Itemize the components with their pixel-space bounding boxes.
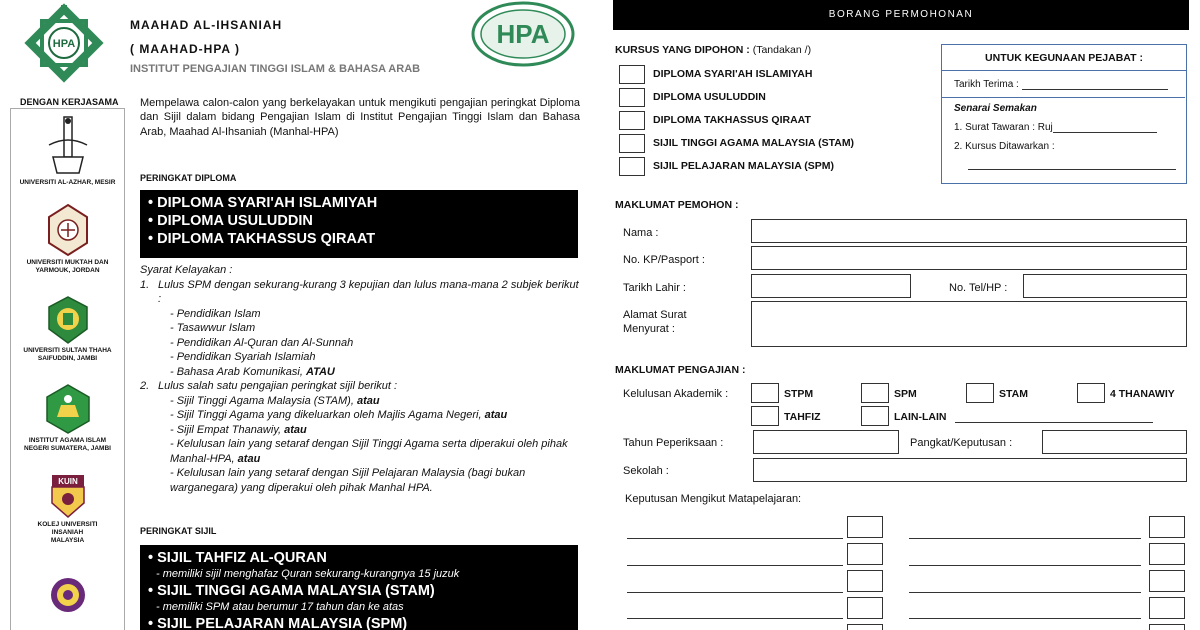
qual-checkbox-stpm[interactable] [751,383,779,403]
partner-name: UNIVERSITI AL-AZHAR, MESIR [19,179,116,186]
course-checkbox[interactable] [619,111,645,130]
subject-line[interactable] [909,618,1141,619]
course-option[interactable] [619,133,854,153]
diploma-item: • DIPLOMA SYARI'AH ISLAMIYAH [148,195,378,211]
subject-grade-box[interactable] [1149,624,1185,630]
received-date-field[interactable]: Tarikh Terima : [954,79,1168,90]
emblem-text: HPA [52,38,76,50]
requirement-1: 1. Lulus SPM dengan sekurang-kurang 3 kepujian dan lulus mana-mana 2 subjek berikut : [140,278,579,305]
subject-grade-box[interactable] [1149,570,1185,592]
course-option[interactable] [619,110,811,130]
subject-line[interactable] [909,538,1141,539]
exam-year-input[interactable] [753,430,899,454]
qual-checkbox-stam[interactable] [966,383,994,403]
course-offered-line[interactable] [968,159,1176,170]
qual-label-stpm: STPM [784,388,814,400]
ic-passport-label: No. KP/Pasport : [623,254,705,266]
course-option[interactable] [619,156,834,176]
requirement-subject: - Tasawwur Islam [170,322,256,334]
subject-line[interactable] [627,618,843,619]
certificate-item: • SIJIL TINGGI AGAMA MALAYSIA (STAM) [148,583,435,599]
qual-checkbox-tahfiz[interactable] [751,406,779,426]
partner-muktah-yarmouk [11,203,124,275]
qual-label-spm: SPM [894,388,917,400]
application-form-page [605,0,1200,630]
qual-checkbox-spm[interactable] [861,383,889,403]
address-label-2: Menyurat : [623,323,675,335]
partnership-label: DENGAN KERJASAMA [20,97,119,107]
exam-year-label: Tahun Peperiksaan : [623,437,724,449]
phone-input[interactable] [1023,274,1187,298]
qual-checkbox-lain[interactable] [861,406,889,426]
subject-line[interactable] [909,592,1141,593]
birth-date-label: Tarikh Lahir : [623,282,686,294]
partner-name: UNIVERSITI MUKTAH DAN YARMOUK, JORDAN [26,259,109,275]
grade-input[interactable] [1042,430,1187,454]
intro-paragraph: Mempelawa calon-calon yang berkelayakan untuk mengikuti pengajian peringkat Diploma dan Sijil dalam bidang Pengajian Islam di Institut Pengajian Tinggi Islam dan Bahasa Arab, Maahad Al-Ihsaniah (Manhal-HPA) [140,97,580,138]
partner-name: UNIVERSITI SULTAN THAHA SAIFUDDIN, JAMBI [23,347,112,363]
qual-label-stam: STAM [999,388,1028,400]
form-title-bar: BORANG PERMOHONAN [613,0,1189,30]
diploma-item: • DIPLOMA TAKHASSUS QIRAAT [148,231,376,247]
course-label: DIPLOMA SYARI'AH ISLAMIYAH [653,68,813,80]
course-checkbox[interactable] [619,134,645,153]
course-section-title: KURSUS YANG DIPOHON : (Tandakan /) [615,44,812,56]
kuin-emblem-icon [48,473,88,519]
offer-letter-ref-field[interactable]: 1. Surat Tawaran : Ruj [954,122,1157,133]
subject-line[interactable] [909,565,1141,566]
partner-name: INSTITUT AGAMA ISLAM NEGERI SUMATERA, JAMBI [24,437,111,453]
requirements-title: Syarat Kelayakan : [140,264,233,276]
requirement-cert: - Kelulusan lain yang setaraf dengan Sijil Tinggi Agama serta diperakui oleh pihak Manhal-HPA, atau [170,438,568,465]
certificate-item: • SIJIL PELAJARAN MALAYSIA (SPM) [148,616,408,630]
course-option[interactable] [619,87,766,107]
requirement-subject: - Pendidikan Syariah Islamiah [170,351,316,363]
diploma-courses-box [140,190,578,258]
subject-grade-box[interactable] [847,543,883,565]
hpa-logo-text: HPA [496,19,550,49]
address-input[interactable] [751,301,1187,347]
muktah-emblem-icon [45,203,91,257]
maahad-emblem-logo [24,2,104,84]
hpa-logo [470,0,576,68]
subject-grade-box[interactable] [1149,597,1185,619]
name-input[interactable] [751,219,1187,243]
subject-line[interactable] [627,538,843,539]
course-label: DIPLOMA TAKHASSUS QIRAAT [653,114,811,126]
requirement-2: 2. Lulus salah satu pengajian peringkat sijil berikut : [140,380,398,392]
partner-al-azhar [11,115,124,187]
institute-short-name: ( MAAHAD-HPA ) [130,42,240,56]
partner-sultan-thaha [11,295,124,363]
course-offered-field: 2. Kursus Ditawarkan : [954,141,1055,152]
requirement-subject: - Bahasa Arab Komunikasi, ATAU [170,365,335,378]
subject-line[interactable] [627,592,843,593]
subject-results-label: Keputusan Mengikut Matapelajaran: [625,493,802,505]
school-input[interactable] [753,458,1187,482]
subject-line[interactable] [627,565,843,566]
office-use-title: UNTUK KEGUNAAN PEJABAT : [942,45,1186,71]
flower-emblem-icon [48,575,88,619]
school-label: Sekolah : [623,465,669,477]
requirement-cert: - Kelulusan lain yang setaraf dengan Sijil Pelajaran Malaysia (bagi bukan warganegara) yang diperakui oleh pihak Manhal HPA. [170,467,526,494]
qual-checkbox-thanawiy[interactable] [1077,383,1105,403]
name-label: Nama : [623,227,659,239]
office-use-box [941,44,1187,184]
course-option[interactable] [619,64,812,84]
address-label: Alamat Surat [623,309,687,321]
study-section-title: MAKLUMAT PENGAJIAN : [615,364,746,376]
phone-label: No. Tel/HP : [949,282,1008,294]
institute-subtitle: INSTITUT PENGAJIAN TINGGI ISLAM & BAHASA ARAB [130,63,421,75]
subject-grade-box[interactable] [847,624,883,630]
course-checkbox[interactable] [619,88,645,107]
partner-name: KOLEJ UNIVERSITI INSANIAH MALAYSIA [37,521,98,545]
other-qual-line[interactable] [955,422,1153,423]
grade-label: Pangkat/Keputusan : [910,437,1013,449]
subject-grade-box[interactable] [1149,516,1185,538]
requirement-cert: - Sijil Tinggi Agama Malaysia (STAM), atau [170,394,380,407]
ic-passport-input[interactable] [751,246,1187,270]
sultan-thaha-emblem-icon [45,295,91,345]
requirement-subject: - Pendidikan Islam [170,307,261,320]
certificate-courses-box [140,545,578,630]
course-checkbox[interactable] [619,157,645,176]
requirement-subject: - Pendidikan Al-Quran dan Al-Sunnah [170,336,354,349]
partner-kuin [11,473,124,545]
diploma-item: • DIPLOMA USULUDDIN [148,213,313,229]
qual-label-tahfiz: TAHFIZ [784,411,821,423]
checklist-title: Senarai Semakan [954,103,1037,114]
certificate-note: - memiliki sijil menghafaz Quran sekurang-kurangnya 15 juzuk [156,568,460,580]
partner-sixth-logo [11,575,124,619]
certificate-level-label: PERINGKAT SIJIL [140,526,217,536]
iain-emblem-icon [45,383,91,435]
subject-grade-box[interactable] [847,516,883,538]
subject-grade-box[interactable] [847,597,883,619]
partner-iain-sumatera [11,383,124,453]
subject-grade-box[interactable] [1149,543,1185,565]
kuin-label: KUIN [57,477,78,486]
diploma-level-label: PERINGKAT DIPLOMA [140,173,237,183]
course-checkbox[interactable] [619,65,645,84]
applicant-section-title: MAKLUMAT PEMOHON : [615,199,739,211]
eligibility-requirements [140,263,580,495]
subject-grade-box[interactable] [847,570,883,592]
institute-name: MAAHAD AL-IHSANIAH [130,18,283,32]
course-label: SIJIL PELAJARAN MALAYSIA (SPM) [653,160,835,172]
al-azhar-emblem-icon [45,115,91,177]
partner-list [10,108,125,630]
birth-date-input[interactable] [751,274,911,298]
course-label: DIPLOMA USULUDDIN [653,91,766,103]
certificate-item: • SIJIL TAHFIZ AL-QURAN [148,550,327,566]
course-label: SIJIL TINGGI AGAMA MALAYSIA (STAM) [653,137,855,149]
qual-label-thanawiy: 4 THANAWIY [1110,388,1175,400]
requirement-cert: - Sijil Tinggi Agama yang dikeluarkan oleh Majlis Agama Negeri, atau [170,409,508,421]
academic-qualification-label: Kelulusan Akademik : [623,388,729,400]
certificate-note: - memiliki SPM atau berumur 17 tahun dan ke atas [156,601,404,613]
requirement-cert: - Sijil Empat Thanawiy, atau [170,423,307,436]
qual-label-lain: LAIN-LAIN [894,411,947,423]
